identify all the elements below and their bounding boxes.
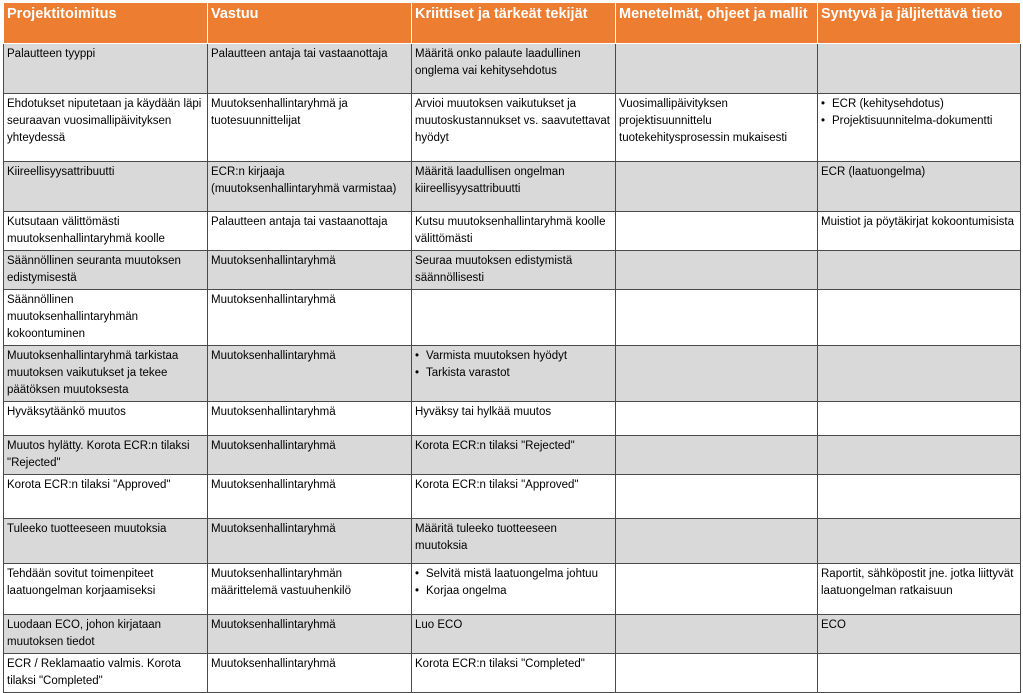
syntyva-tieto-cell (818, 402, 1021, 436)
table-row (4, 212, 1021, 251)
vastuu-cell: Muutoksenhallintaryhmän määrittelemä vastuuhenkilö (208, 564, 412, 615)
vastuu-cell: Muutoksenhallintaryhmä (208, 519, 412, 564)
projektitoimitus-cell: Kutsutaan välittömästi muutoksenhallintaryhmä koolle (4, 212, 208, 251)
bullet-item: • Tarkista varastot (415, 365, 612, 382)
vastuu-cell: Muutoksenhallintaryhmä (208, 436, 412, 475)
syntyva-tieto-cell (818, 346, 1021, 402)
kriittiset-tekijat-cell: Hyväksy tai hylkää muutos (412, 402, 616, 436)
projektitoimitus-cell: Korota ECR:n tilaksi "Approved" (4, 475, 208, 519)
projektitoimitus-cell: Muutos hylätty. Korota ECR:n tilaksi "Rejected" (4, 436, 208, 475)
projektitoimitus-cell: Säännöllinen muutoksenhallintaryhmän kokoontuminen (4, 290, 208, 346)
syntyva-tieto-cell: ECR (laatuongelma) (818, 162, 1021, 212)
syntyva-tieto-cell (818, 290, 1021, 346)
menetelmat-cell (616, 564, 818, 615)
menetelmat-cell (616, 475, 818, 519)
menetelmat-cell (616, 654, 818, 693)
projektitoimitus-cell: Tehdään sovitut toimenpiteet laatuongelman korjaamiseksi (4, 564, 208, 615)
menetelmat-cell (616, 251, 818, 290)
menetelmat-cell (616, 615, 818, 654)
projektitoimitus-cell: Luodaan ECO, johon kirjataan muutoksen tiedot (4, 615, 208, 654)
header-kriittiset-tekijat: Kriittiset ja tärkeät tekijät (412, 3, 616, 44)
syntyva-tieto-cell: ECO (818, 615, 1021, 654)
syntyva-tieto-cell (818, 654, 1021, 693)
projektitoimitus-cell: Tuleeko tuotteeseen muutoksia (4, 519, 208, 564)
table-row (4, 94, 1021, 162)
table-row (4, 44, 1021, 94)
projektitoimitus-cell: Ehdotukset niputetaan ja käydään läpi seuraavan vuosimallipäivityksen yhteydessä (4, 94, 208, 162)
header-row (4, 3, 1021, 44)
projektitoimitus-cell: Kiireellisyysattribuutti (4, 162, 208, 212)
vastuu-cell: Muutoksenhallintaryhmä (208, 475, 412, 519)
kriittiset-tekijat-cell: Seuraa muutoksen edistymistä säännöllisesti (412, 251, 616, 290)
vastuu-cell: Muutoksenhallintaryhmä (208, 251, 412, 290)
syntyva-tieto-cell (818, 436, 1021, 475)
syntyva-tieto-cell (818, 519, 1021, 564)
bullet-list (415, 566, 612, 600)
vastuu-cell: Muutoksenhallintaryhmä (208, 654, 412, 693)
vastuu-cell: Muutoksenhallintaryhmä (208, 290, 412, 346)
bullet-item: • ECR (kehitysehdotus) (821, 96, 1017, 113)
kriittiset-tekijat-cell: Luo ECO (412, 615, 616, 654)
syntyva-tieto-cell: Raportit, sähköpostit jne. jotka liittyvät laatuongelman ratkaisuun (818, 564, 1021, 615)
table-row (4, 615, 1021, 654)
bullet-item: • Varmista muutoksen hyödyt (415, 348, 612, 365)
menetelmat-cell (616, 436, 818, 475)
header-syntyva-tieto: Syntyvä ja jäljitettävä tieto (818, 3, 1021, 44)
kriittiset-tekijat-cell: Korota ECR:n tilaksi "Rejected" (412, 436, 616, 475)
bullet-item: • Selvitä mistä laatuongelma johtuu (415, 566, 612, 583)
vastuu-cell: Muutoksenhallintaryhmä ja tuotesuunnittelijat (208, 94, 412, 162)
projektitoimitus-cell: Muutoksenhallintaryhmä tarkistaa muutoksen vaikutukset ja tekee päätöksen muutoksesta (4, 346, 208, 402)
menetelmat-cell (616, 44, 818, 94)
vastuu-cell: ECR:n kirjaaja (muutoksenhallintaryhmä varmistaa) (208, 162, 412, 212)
kriittiset-tekijat-cell: Määritä laadullisen ongelman kiireellisyysattribuutti (412, 162, 616, 212)
kriittiset-tekijat-cell (412, 346, 616, 402)
table-row (4, 346, 1021, 402)
vastuu-cell: Muutoksenhallintaryhmä (208, 615, 412, 654)
table-row (4, 654, 1021, 693)
projektitoimitus-cell: Hyväksytäänkö muutos (4, 402, 208, 436)
vastuu-cell: Palautteen antaja tai vastaanottaja (208, 212, 412, 251)
kriittiset-tekijat-cell: Määritä onko palaute laadullinen onglema vai kehitysehdotus (412, 44, 616, 94)
projektitoimitus-cell: ECR / Reklamaatio valmis. Korota tilaksi "Completed" (4, 654, 208, 693)
kriittiset-tekijat-cell: Arvioi muutoksen vaikutukset ja muutoskustannukset vs. saavutettavat hyödyt (412, 94, 616, 162)
process-table (3, 2, 1021, 693)
vastuu-cell: Palautteen antaja tai vastaanottaja (208, 44, 412, 94)
table-row (4, 564, 1021, 615)
kriittiset-tekijat-cell: Korota ECR:n tilaksi "Completed" (412, 654, 616, 693)
kriittiset-tekijat-cell (412, 564, 616, 615)
table-row (4, 402, 1021, 436)
syntyva-tieto-cell (818, 475, 1021, 519)
table-row (4, 162, 1021, 212)
bullet-list (821, 96, 1017, 130)
menetelmat-cell (616, 402, 818, 436)
kriittiset-tekijat-cell: Määritä tuleeko tuotteeseen muutoksia (412, 519, 616, 564)
menetelmat-cell (616, 212, 818, 251)
vastuu-cell: Muutoksenhallintaryhmä (208, 346, 412, 402)
bullet-item: • Projektisuunnitelma-dokumentti (821, 113, 1017, 130)
vastuu-cell: Muutoksenhallintaryhmä (208, 402, 412, 436)
table-row (4, 475, 1021, 519)
syntyva-tieto-cell (818, 44, 1021, 94)
projektitoimitus-cell: Palautteen tyyppi (4, 44, 208, 94)
syntyva-tieto-cell (818, 94, 1021, 162)
menetelmat-cell (616, 519, 818, 564)
header-menetelmat: Menetelmät, ohjeet ja mallit (616, 3, 818, 44)
kriittiset-tekijat-cell: Kutsu muutoksenhallintaryhmä koolle välittömästi (412, 212, 616, 251)
table-row (4, 290, 1021, 346)
menetelmat-cell (616, 346, 818, 402)
menetelmat-cell (616, 290, 818, 346)
header-projektitoimitus: Projektitoimitus (4, 3, 208, 44)
syntyva-tieto-cell (818, 251, 1021, 290)
kriittiset-tekijat-cell: Korota ECR:n tilaksi "Approved" (412, 475, 616, 519)
menetelmat-cell: Vuosimallipäivityksen projektisuunnittelu tuotekehitysprosessin mukaisesti (616, 94, 818, 162)
table-row (4, 436, 1021, 475)
bullet-list (415, 348, 612, 382)
table-body (4, 44, 1021, 693)
kriittiset-tekijat-cell (412, 290, 616, 346)
table-row (4, 519, 1021, 564)
menetelmat-cell (616, 162, 818, 212)
projektitoimitus-cell: Säännöllinen seuranta muutoksen edistymisestä (4, 251, 208, 290)
syntyva-tieto-cell: Muistiot ja pöytäkirjat kokoontumisista (818, 212, 1021, 251)
bullet-item: • Korjaa ongelma (415, 583, 612, 600)
header-vastuu: Vastuu (208, 3, 412, 44)
table-row (4, 251, 1021, 290)
